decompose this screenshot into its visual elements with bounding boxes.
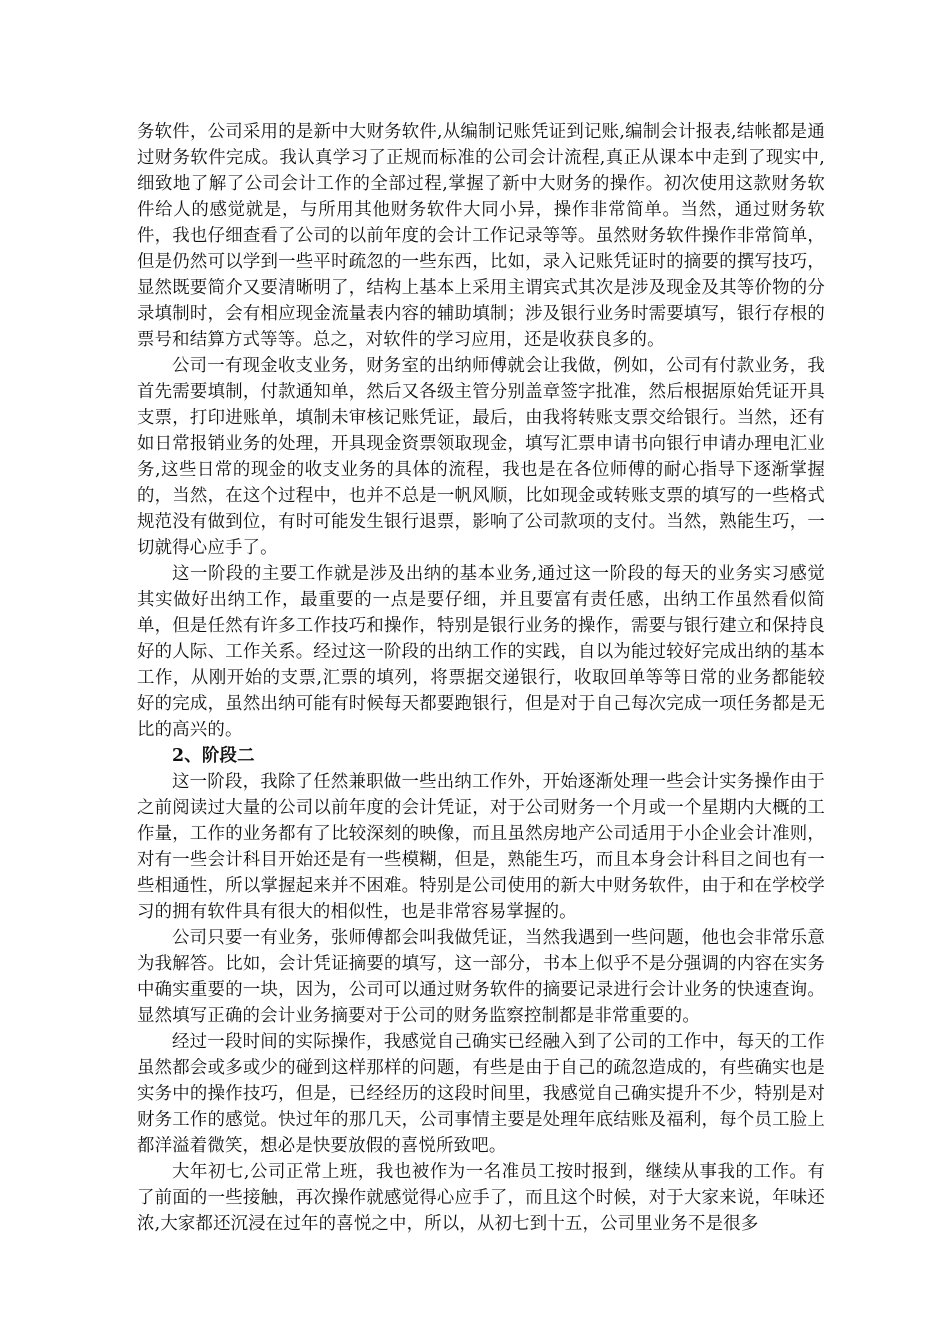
paragraph-2: 公司一有现金收支业务，财务室的出纳师傅就会让我做，例如，公司有付款业务，我首先需要填制，付款通知单，然后又各级主管分别盖章签字批准，然后根据原始凭证开具支票，打印进账单，填制未审核记账凭证，最后，由我将转账支票交给银行。当然，还有如日常报销业务的处理，开具现金资票领取现金，填写汇票申请书向银行申请办理电汇业务,这些日常的现金的收支业务的具体的流程，我也是在各位师傅的耐心指导下逐渐掌握的，当然，在这个过程中，也并不总是一帆风顺，比如现金或转账支票的填写的一些格式规范没有做到位，有时可能发生银行退票，影响了公司款项的支付。当然，熟能生巧，一切就得心应手了。 bbox=[137, 356, 825, 558]
paragraph-5: 公司只要一有业务，张师傅都会叫我做凭证，当然我遇到一些问题，他也会非常乐意为我解答。比如，会计凭证摘要的填写，这一部分，书本上似乎不是分强调的内容在实务中确实重要的一块，因为，公司可以通过财务软件的摘要记录进行会计业务的快速查询。显然填写正确的会计业务摘要对于公司的财务监察控制都是非常重要的。 bbox=[137, 928, 825, 1026]
document-page bbox=[137, 119, 825, 1237]
section-heading: 2、阶段二 bbox=[172, 746, 255, 766]
paragraph-6: 经过一段时间的实际操作，我感觉自己确实已经融入到了公司的工作中，每天的工作虽然都会或多或少的碰到这样那样的问题，有些是由于自己的疏忽造成的，有些确实也是实务中的操作技巧，但是，已经经历的这段时间里，我感觉自己确实提升不少，特别是对财务工作的感觉。快过年的那几天，公司事情主要是处理年底结账及福利，每个员工脸上都洋溢着微笑，想必是快要放假的喜悦所致吧。 bbox=[137, 1032, 825, 1156]
paragraph-4: 这一阶段，我除了任然兼职做一些出纳工作外，开始逐渐处理一些会计实务操作由于之前阅读过大量的公司以前年度的会计凭证，对于公司财务一个月或一个星期内大概的工作量，工作的业务都有了比较深刻的映像，而且虽然房地产公司适用于小企业会计准则，对有一些会计科目开始还是有一些模糊，但是，熟能生巧，而且本身会计科目之间也有一些相通性，所以掌握起来并不困难。特别是公司使用的新大中财务软件，由于和在学校学习的拥有软件具有很大的相似性，也是非常容易掌握的。 bbox=[137, 772, 825, 922]
paragraph-1: 务软件，公司采用的是新中大财务软件,从编制记账凭证到记账,编制会计报表,结帐都是通过财务软件完成。我认真学习了正规而标准的公司会计流程,真正从课本中走到了现实中,细致地了解了公司会计工作的全部过程,掌握了新中大财务的操作。初次使用这款财务软件给人的感觉就是，与所用其他财务软件大同小异，操作非常简单。当然，通过财务软件，我也仔细查看了公司的以前年度的会计工作记录等等。虽然财务软件操作非常简单，但是仍然可以学到一些平时疏忽的一些东西，比如，录入记账凭证时的摘要的撰写技巧，显然既要简介又要清晰明了，结构上基本上采用主谓宾式其次是涉及现金及其等价物的分录填制时，会有相应现金流量表内容的辅助填制；涉及银行业务时需要填写，银行存根的票号和结算方式等等。总之，对软件的学习应用，还是收获良多的。 bbox=[137, 122, 825, 350]
paragraph-3: 这一阶段的主要工作就是涉及出纳的基本业务,通过这一阶段的每天的业务实习感觉其实做好出纳工作，最重要的一点是要仔细，并且要富有责任感，出纳工作虽然看似简单，但是任然有许多工作技巧和操作，特别是银行业务的操作，需要与银行建立和保持良好的人际、工作关系。经过这一阶段的出纳工作的实践，自以为能过较好完成出纳的基本工作，从刚开始的支票,汇票的填列，将票据交递银行，收取回单等等日常的业务都能较好的完成，虽然出纳可能有时候每天都要跑银行，但是对于自己每次完成一项任务都是无比的高兴的。 bbox=[137, 564, 825, 740]
paragraph-7: 大年初七,公司正常上班，我也被作为一名准员工按时报到，继续从事我的工作。有了前面的一些接触，再次操作就感觉得心应手了，而且这个时候，对于大家来说，年味还浓,大家都还沉浸在过年的喜悦之中，所以，从初七到十五，公司里业务不是很多 bbox=[137, 1162, 825, 1234]
